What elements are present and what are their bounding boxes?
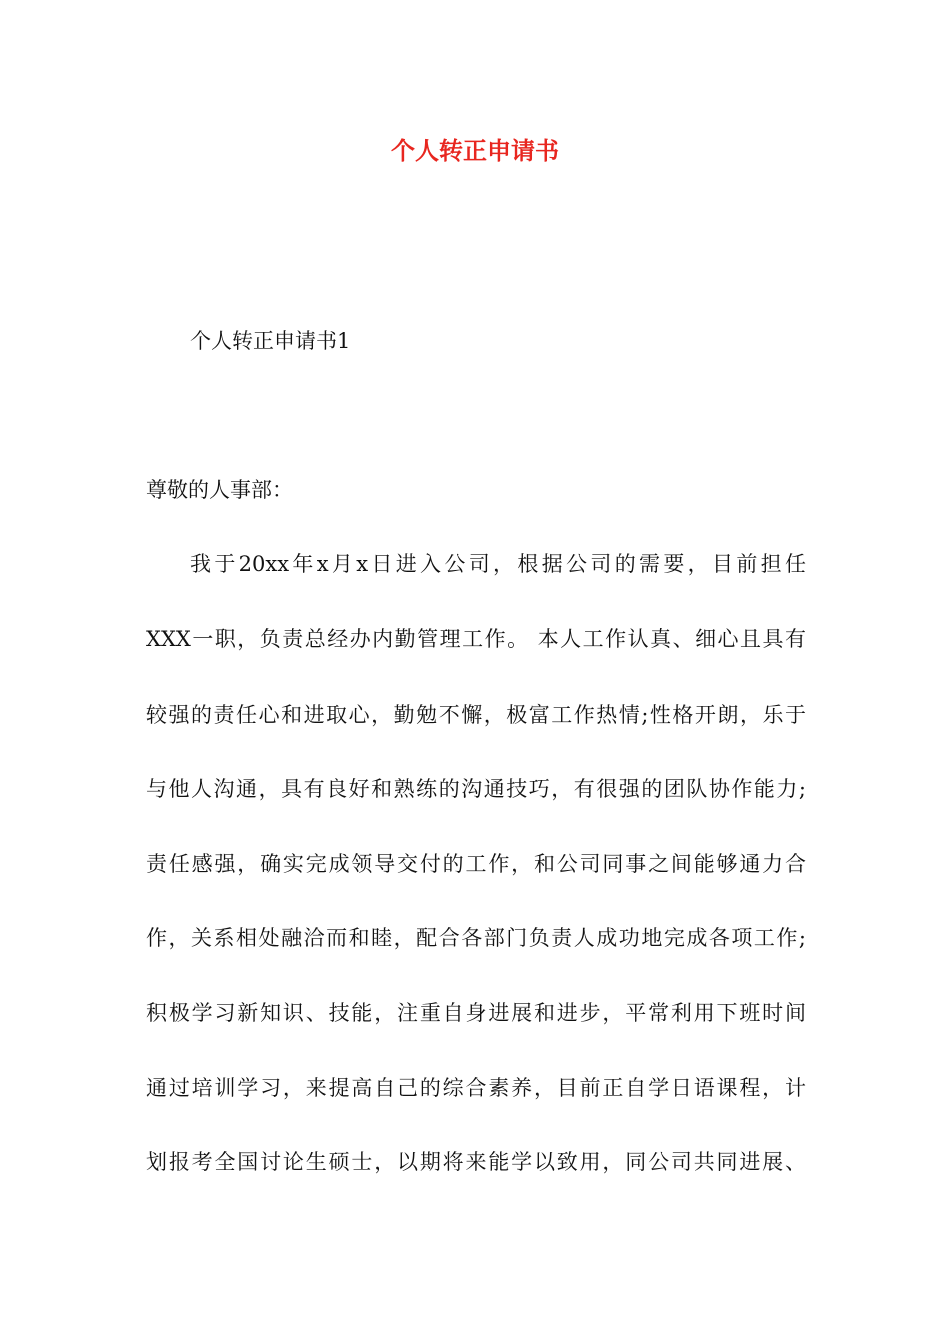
document-title: 个人转正申请书	[391, 136, 559, 165]
body-line: 划报考全国讨论生硕士，以期将来能学以致用，同公司共同进展、	[146, 1150, 806, 1174]
body-line: 我于20xx年x月x日进入公司，根据公司的需要，目前担任	[190, 552, 806, 576]
body-line: 较强的责任心和进取心，勤勉不懈，极富工作热情;性格开朗，乐于	[146, 703, 806, 727]
body-line: 作，关系相处融洽而和睦，配合各部门负责人成功地完成各项工作;	[146, 926, 806, 950]
body-line: 积极学习新知识、技能，注重自身进展和进步，平常利用下班时间	[146, 1001, 806, 1025]
body-line: 与他人沟通，具有良好和熟练的沟通技巧，有很强的团队协作能力;	[146, 777, 806, 801]
body-line: XXX一职，负责总经办内勤管理工作。 本人工作认真、细心且具有	[146, 627, 806, 651]
section-heading: 个人转正申请书1	[190, 329, 351, 353]
body-line: 通过培训学习，来提高自己的综合素养，目前正自学日语课程，计	[146, 1076, 806, 1100]
body-line: 责任感强，确实完成领导交付的工作，和公司同事之间能够通力合	[146, 852, 806, 876]
salutation: 尊敬的人事部：	[146, 478, 293, 502]
